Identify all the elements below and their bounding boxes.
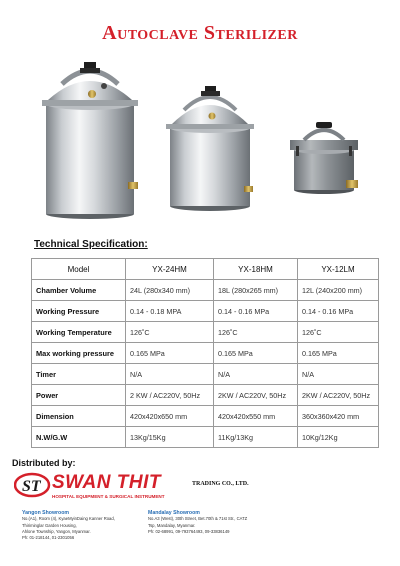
showroom-line: Ahlone Township, Yangon, Myanmar. xyxy=(22,528,91,534)
row-label: Working Pressure xyxy=(32,301,126,322)
cell-value: 24L (280x340 mm) xyxy=(126,280,214,301)
cell-value: 2KW / AC220V, 50Hz xyxy=(214,385,298,406)
row-label: Dimension xyxy=(32,406,126,427)
table-row xyxy=(32,280,379,301)
showroom-line: No.(A1), Room (4), KyaeMyinDaing Kanner Road, xyxy=(22,516,115,522)
table-row xyxy=(32,301,379,322)
cell-value: 12L (240x200 mm) xyxy=(298,280,379,301)
cell-value: 360x360x420 mm xyxy=(298,406,379,427)
table-row xyxy=(32,385,379,406)
cell-value: N/A xyxy=(214,364,298,385)
row-label: Chamber Volume xyxy=(32,280,126,301)
table-row xyxy=(32,406,379,427)
row-label: Working Temperature xyxy=(32,322,126,343)
row-label: N.W/G.W xyxy=(32,427,126,448)
cell-value: 0.14 - 0.18 MPA xyxy=(126,301,214,322)
spec-table xyxy=(31,258,379,448)
header-yx12lm: YX-12LM xyxy=(298,259,379,280)
cell-value: 126˚C xyxy=(298,322,379,343)
cell-value: N/A xyxy=(298,364,379,385)
showroom-title: Yangon Showroom xyxy=(22,510,69,516)
cell-value: 2 KW / AC220V, 50Hz xyxy=(126,385,214,406)
mandalay-showroom xyxy=(148,510,247,535)
table-row xyxy=(32,427,379,448)
row-label: Max working pressure xyxy=(32,343,126,364)
logo-name: SWAN THIT xyxy=(52,472,161,493)
cell-value: 2KW / AC220V, 50Hz xyxy=(298,385,379,406)
page-title: Autoclave Sterilizer xyxy=(102,22,298,44)
autoclave-yx12lm-image xyxy=(290,122,358,194)
cell-value: 18L (280x265 mm) xyxy=(214,280,298,301)
autoclave-yx24hm-image xyxy=(42,62,138,219)
yangon-showroom xyxy=(22,510,115,541)
spec-heading: Technical Specification: xyxy=(34,239,148,250)
cell-value: 0.165 MPa xyxy=(214,343,298,364)
showroom-line: Thiriminglar Garden Housing, xyxy=(22,522,77,528)
cell-value: N/A xyxy=(126,364,214,385)
product-images xyxy=(0,56,400,226)
cell-value: 0.14 - 0.16 MPa xyxy=(214,301,298,322)
header-model: Model xyxy=(32,259,126,280)
row-label: Power xyxy=(32,385,126,406)
swan-thit-logo-mark xyxy=(14,470,54,500)
autoclave-yx18hm-image xyxy=(166,86,254,211)
cell-value: 126˚C xyxy=(126,322,214,343)
cell-value: 420x420x550 mm xyxy=(214,406,298,427)
swan-thit-logo xyxy=(14,470,254,508)
showroom-line: No.A3 (West), 30th Street, Bet.70th & 71st Str., CATZ xyxy=(148,516,248,522)
header-yx18hm: YX-18HM xyxy=(214,259,298,280)
table-row xyxy=(32,343,379,364)
header-yx24hm: YX-24HM xyxy=(126,259,214,280)
cell-value: 0.14 - 0.16 MPa xyxy=(298,301,379,322)
cell-value: 13Kg/15Kg xyxy=(126,427,214,448)
logo-tagline: HOSPITAL EQUIPMENT & SURGICAL INSTRUMENT xyxy=(52,494,165,499)
showroom-title: Mandalay Showroom xyxy=(148,510,200,516)
cell-value: 10Kg/12Kg xyxy=(298,427,379,448)
logo-mark-text: ST xyxy=(22,478,41,495)
showroom-line: Ph: 01-218144, 01-2301056 xyxy=(22,535,75,541)
table-header-row xyxy=(32,259,379,280)
distributed-by-label: Distributed by: xyxy=(12,458,76,468)
showroom-line: Tsp, Mandalay, Myanmar. xyxy=(148,522,196,528)
cell-value: 0.165 MPa xyxy=(298,343,379,364)
table-row xyxy=(32,322,379,343)
cell-value: 11Kg/13Kg xyxy=(214,427,298,448)
showroom-line: Ph: 02-68991, 09-793764493, 09-33836149 xyxy=(148,528,230,534)
cell-value: 126˚C xyxy=(214,322,298,343)
table-row xyxy=(32,364,379,385)
cell-value: 420x420x650 mm xyxy=(126,406,214,427)
row-label: Timer xyxy=(32,364,126,385)
cell-value: 0.165 MPa xyxy=(126,343,214,364)
logo-trading: TRADING CO., LTD. xyxy=(192,481,249,487)
